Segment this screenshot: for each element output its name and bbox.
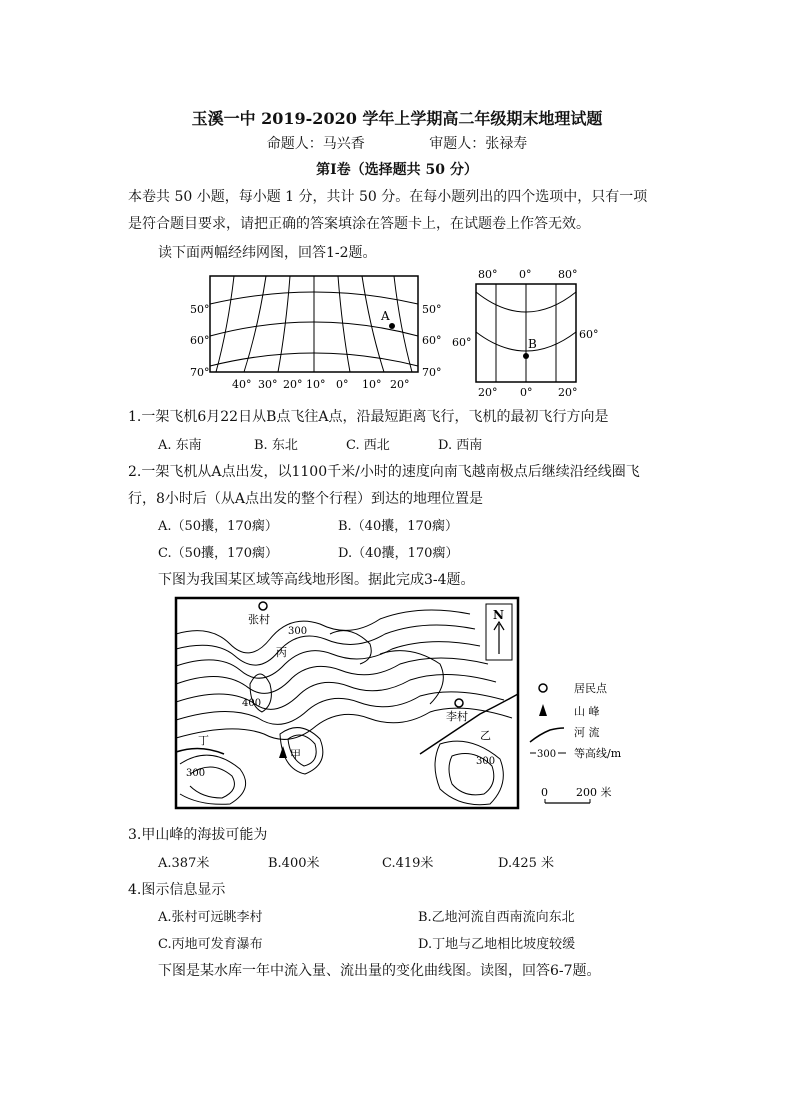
q3-option-c[interactable]: C.419米 [382,856,434,871]
q4-option-c[interactable]: C.丙地可发育瀑布 [158,937,263,952]
lon-label: 30° [258,378,278,391]
legend-label: 河 流 [574,726,600,739]
settlement-icon [455,699,463,707]
left-lat-label: 60° [452,336,472,349]
q1-option-c[interactable]: C. 西北 [346,438,390,453]
settlement-icon [259,602,267,610]
author: 命题人：马兴香 [266,136,365,152]
q2-stem-line-1: 2.一架飞机从A点出发，以1100千米/小时的速度向南飞越南极点后继续沿经线圈飞 [128,464,640,480]
q2-option-c[interactable]: C.（50攮，170瘸） [158,546,278,561]
point-b-marker [523,353,529,359]
contour-lines [176,610,512,805]
lon-label: 10° [306,378,326,391]
q2-option-b[interactable]: B.（40攮，170瘸） [338,519,459,534]
author-line [0,133,794,153]
q1-stem: 1.一架飞机6月22日从B点飞往A点，沿最短距离飞行，飞机的最初飞行方向是 [128,409,609,425]
settlement-icon [539,684,547,692]
lon-label: 0° [336,378,349,391]
contour-map [170,594,530,814]
prompt-6-7: 下图是某水库一年中流入量、流出量的变化曲线图。读图，回答6-7题。 [158,963,601,979]
map-legend [528,680,688,810]
legend-contour-value: 300 [537,749,557,760]
river [176,748,224,754]
lon-label: 20° [390,378,410,391]
graticule-map-b [448,262,608,402]
bottom-lon-label: 20° [558,386,578,399]
place-label: 丁 [198,734,209,747]
left-lat-label: 70° [190,366,210,379]
q4-stem: 4.图示信息显示 [128,882,226,898]
peak-icon [539,704,547,716]
contour-label: 400 [242,698,262,709]
place-label: 乙 [480,729,491,742]
place-label: 张村 [248,613,270,626]
contour-label: 300 [288,626,308,637]
q2-option-d[interactable]: D.（40攮，170瘸） [338,546,459,561]
river [420,694,518,754]
place-label: 丙 [276,646,287,659]
bottom-lon-label: 20° [478,386,498,399]
q1-option-d[interactable]: D. 西南 [438,438,483,453]
page-title: 玉溪一中 2019-2020 学年上学期高二年级期末地理试题 [191,109,603,128]
lon-label: 10° [362,378,382,391]
graticule-map-a [186,268,450,398]
top-lon-label: 0° [519,268,532,281]
left-lat-label: 60° [190,334,210,347]
right-lat-label: 60° [579,328,599,341]
top-lon-label: 80° [478,268,498,281]
section-title: 第Ⅰ卷（选择题共 50 分） [316,162,478,178]
q1-option-b[interactable]: B. 东北 [254,438,298,453]
q3-option-b[interactable]: B.400米 [268,856,320,871]
lon-label: 20° [283,378,303,391]
intro-line-2: 是符合题目要求，请把正确的答案填涂在答题卡上，在试题卷上作答无效。 [128,216,590,232]
contour-label: 300 [186,768,206,779]
top-lon-label: 80° [558,268,578,281]
map-a-meridians [216,276,412,372]
q4-option-b[interactable]: B.乙地河流自西南流向东北 [418,910,575,925]
right-lat-label: 70° [422,366,442,379]
legend-label: 居民点 [574,682,607,695]
place-label: 李村 [446,710,468,723]
legend-label: 等高线/m [574,747,622,760]
q3-option-a[interactable]: A.387米 [158,856,210,871]
point-a-label: A [381,309,390,323]
prompt-3-4: 下图为我国某区域等高线地形图。据此完成3-4题。 [158,572,475,588]
right-lat-label: 50° [422,303,442,316]
prompt-1-2: 读下面两幅经纬网图，回答1-2题。 [158,245,377,261]
q3-stem: 3.甲山峰的海拔可能为 [128,827,268,843]
lon-label: 40° [232,378,252,391]
q4-option-a[interactable]: A.张村可远眺李村 [158,910,263,925]
scale-label: 0 [541,786,548,799]
reviewer: 审题人：张禄寿 [429,136,528,152]
place-label: 甲 [290,748,301,761]
point-a-marker [389,323,395,329]
contour-map-frame [176,598,518,808]
river-icon [530,728,564,742]
point-b-label: B [528,337,537,351]
q2-stem-line-2: 行，8小时后（从A点出发的整个行程）到达的地理位置是 [128,491,484,507]
left-lat-label: 50° [190,303,210,316]
right-lat-label: 60° [422,334,442,347]
q2-option-a[interactable]: A.（50攮，170瘸） [158,519,278,534]
contour-label: 300 [476,756,496,767]
scale-label: 200 米 [576,786,612,799]
bottom-lon-label: 0° [520,386,533,399]
map-b-meridians [496,284,556,382]
q1-option-a[interactable]: A. 东南 [158,438,202,453]
north-label: N [493,608,504,622]
intro-line-1: 本卷共 50 小题，每小题 1 分，共计 50 分。在每小题列出的四个选项中，只有一项 [128,189,648,205]
q4-option-d[interactable]: D.丁地与乙地相比坡度较缓 [418,937,576,952]
peak-icon [279,746,287,758]
legend-label: 山 峰 [574,705,600,718]
q3-option-d[interactable]: D.425 米 [498,856,555,871]
